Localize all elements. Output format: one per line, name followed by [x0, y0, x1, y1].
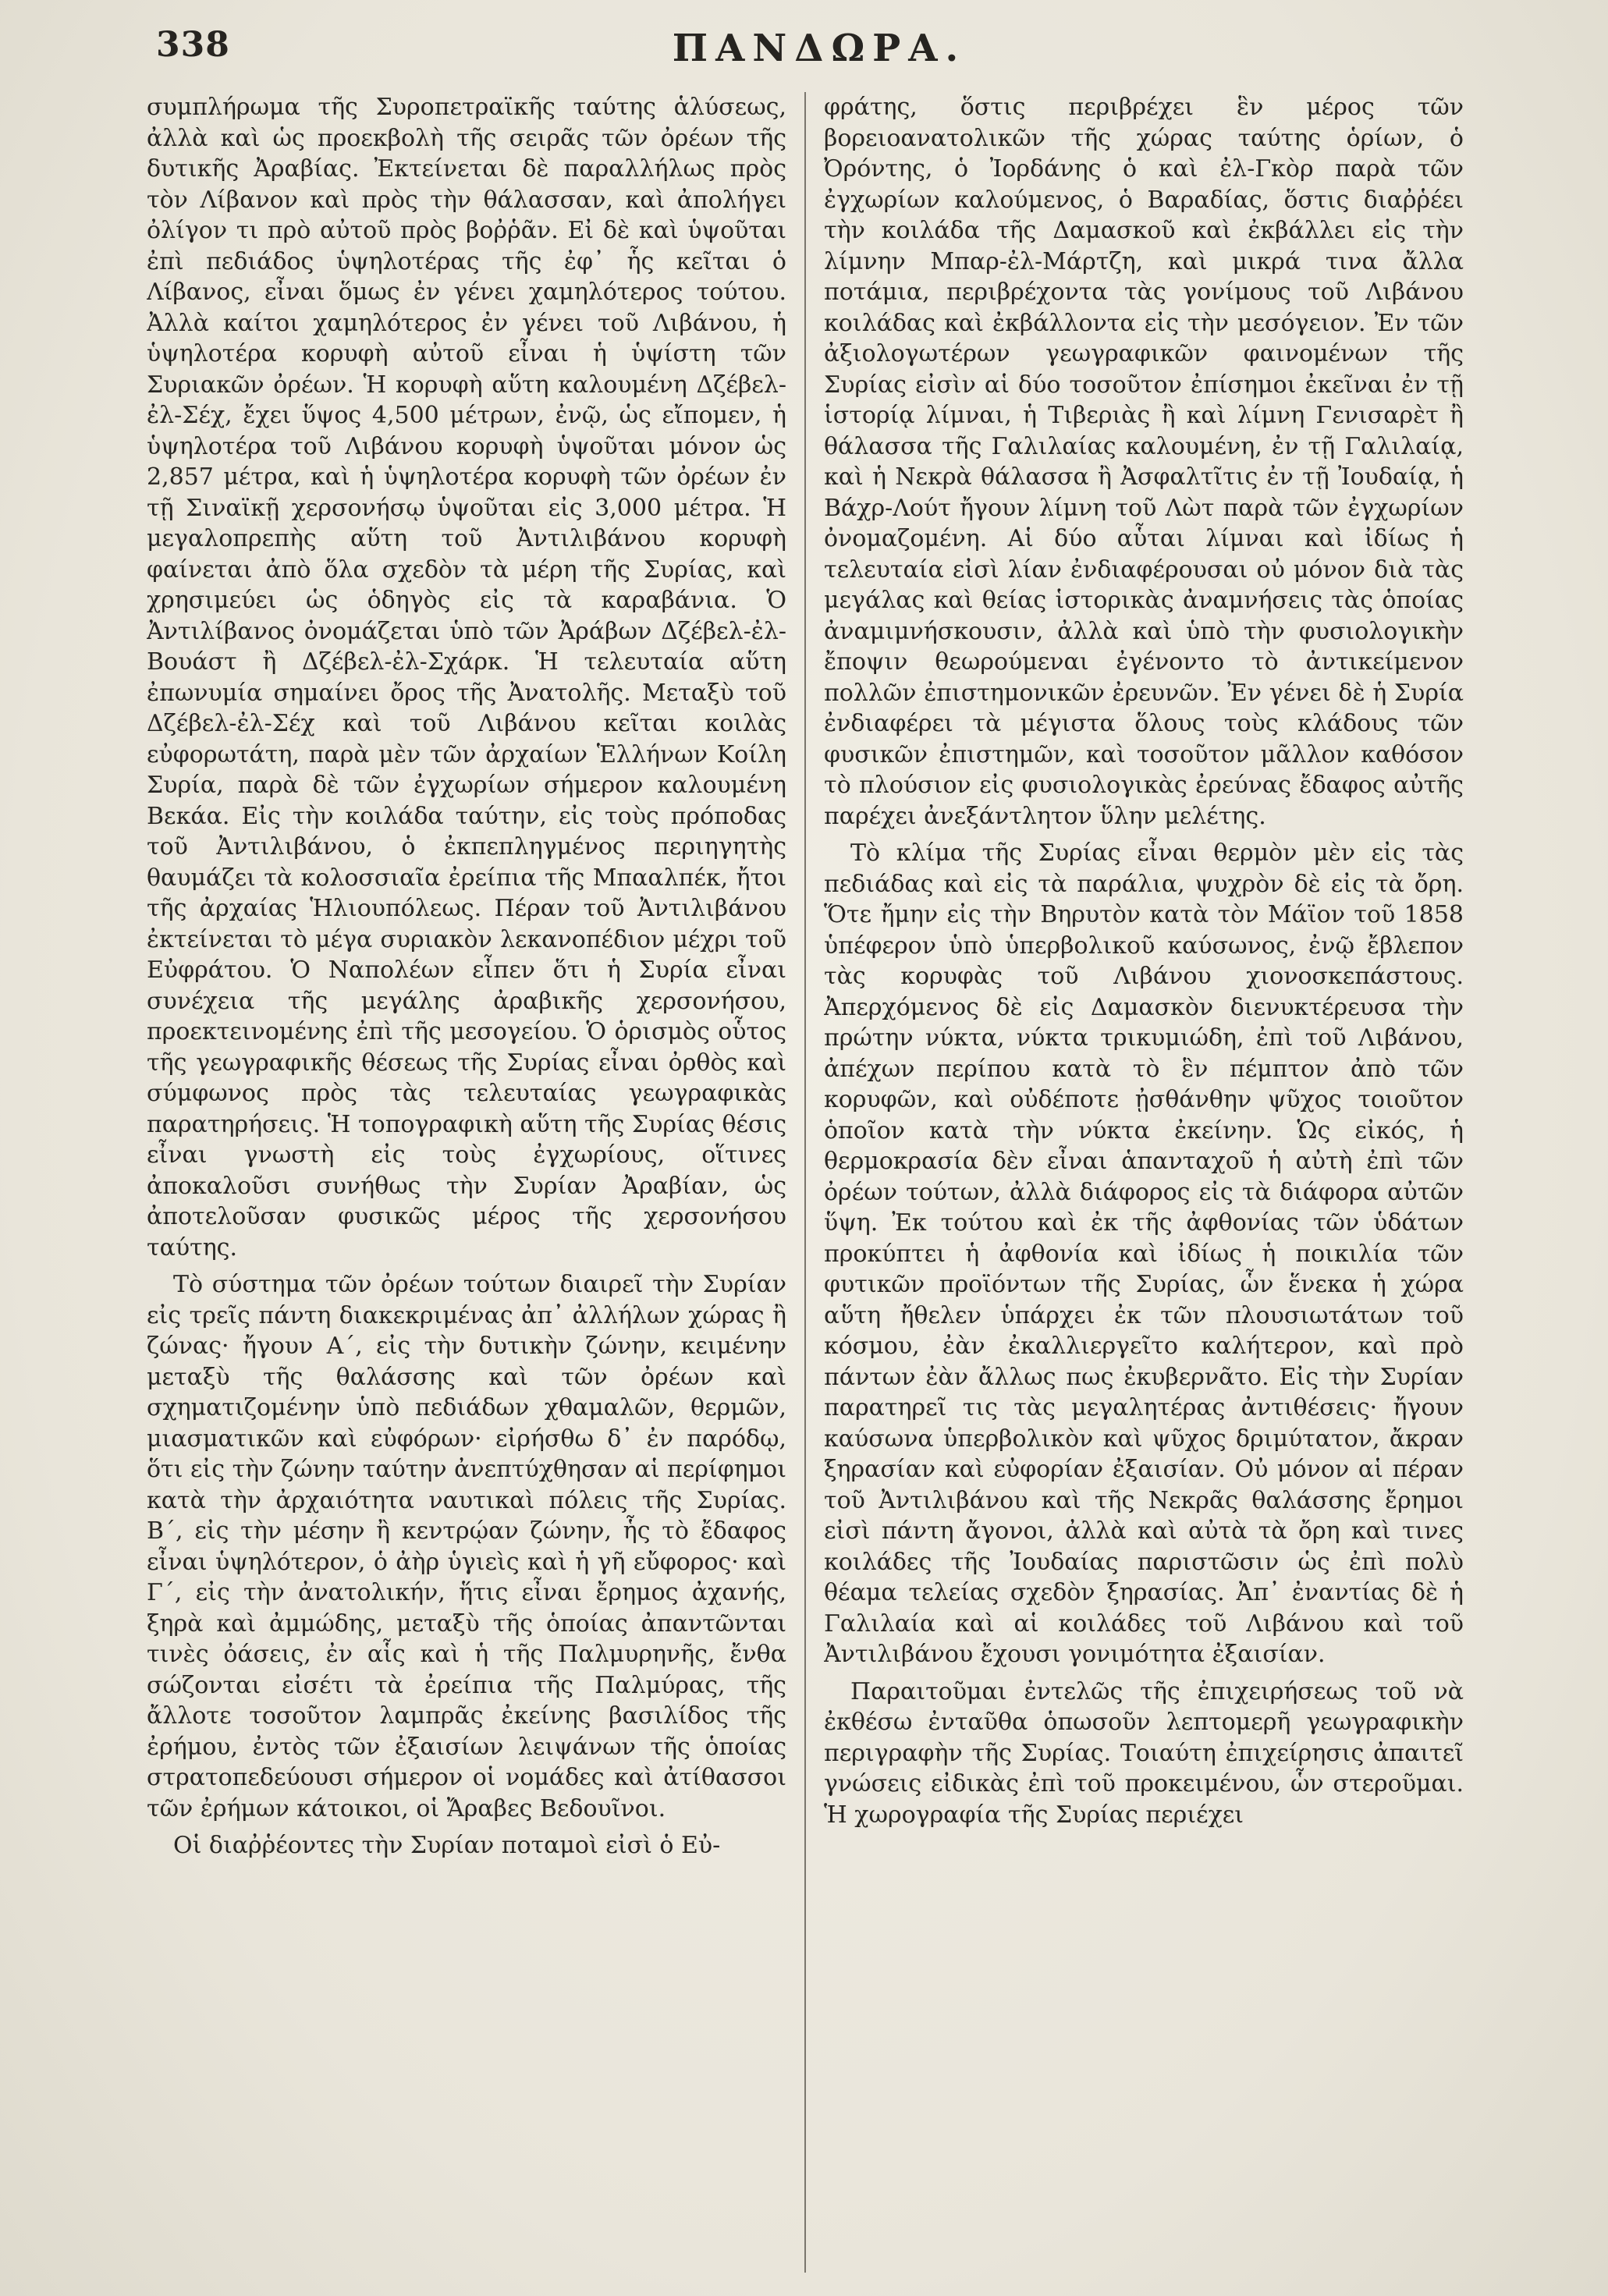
- page-header: [156, 22, 1482, 84]
- paragraph: Τὸ σύστημα τῶν ὀρέων τούτων διαιρεῖ τὴν Συρίαν εἰς τρεῖς πάντη διακεκριμένας ἀπ᾽ ἀλλήλων χώρας ἢ ζώνας· ἤγουν Α΄, εἰς τὴν δυτικὴν ζώνην, κειμένην μεταξὺ τῆς θαλάσσης καὶ τῶν ὀρέων καὶ σχηματιζομένην ὑπὸ πεδιάδων χθαμαλῶν, θερμῶν, μιασματικῶν καὶ εὐφόρων· εἰρήσθω δ᾽ ἐν παρόδῳ, ὅτι εἰς τὴν ζώνην ταύτην ἀνεπτύχθησαν αἱ περίφημοι κατὰ τὴν ἀρχαιότητα ναυτικαὶ πόλεις τῆς Συρίας. Β΄, εἰς τὴν μέσην ἢ κεντρῴαν ζώνην, ἧς τὸ ἔδαφος εἶναι ὑψηλότερον, ὁ ἀὴρ ὑγιεὶς καὶ ἡ γῆ εὔφορος· καὶ Γ΄, εἰς τὴν ἀνατολικήν, ἥτις εἶναι ἔρημος ἀχανής, ξηρὰ καὶ ἀμμώδης, μεταξὺ τῆς ὁποίας ἀπαντῶνται τινὲς ὀάσεις, ἐν αἷς καὶ ἡ τῆς Παλμυρηνῆς, ἔνθα σώζονται εἰσέτι τὰ ἐρείπια τῆς Παλμύρας, τῆς ἄλλοτε τοσοῦτον λαμπρᾶς ἐκείνης βασιλίδος τῆς ἐρήμου, ἐντὸς τῶν ἐξαισίων λειψάνων τῆς ὁποίας στρατοπεδεύουσι σήμερον οἱ νομάδες καὶ ἀτίθασσοι τῶν ἐρήμων κάτοικοι, οἱ Ἄραβες Βεδουῖνοι.: [147, 1271, 786, 1822]
- paragraph: συμπλήρωμα τῆς Συροπετραϊκῆς ταύτης ἁλύσεως, ἀλλὰ καὶ ὡς προεκβολὴ τῆς σειρᾶς τῶν ὀρέων τῆς δυτικῆς Ἀραβίας. Ἐκτείνεται δὲ παραλλήλως πρὸς τὸν Λίβανον καὶ πρὸς τὴν θάλασσαν, καὶ ἀπολήγει ὀλίγον τι πρὸ αὐτοῦ πρὸς βοῤῥᾶν. Εἰ δὲ καὶ ὑψοῦται ἐπὶ πεδιάδος ὑψηλοτέρας τῆς ἐφ᾽ ἧς κεῖται ὁ Λίβανος, εἶναι ὅμως ἐν γένει χαμηλότερος τούτου. Ἀλλὰ καίτοι χαμηλότερος ἐν γένει τοῦ Λιβάνου, ἡ ὑψηλοτέρα κορυφὴ αὐτοῦ εἶναι ἡ ὑψίστη τῶν Συριακῶν ὀρέων. Ἡ κορυφὴ αὕτη καλουμένη Δζέβελ-ἐλ-Σέχ, ἔχει ὕψος 4,500 μέτρων, ἐνῷ, ὡς εἴπομεν, ἡ ὑψηλοτέρα τοῦ Λιβάνου κορυφὴ ὑψοῦται μόνον ὡς 2,857 μέτρα, καὶ ἡ ὑψηλοτέρα κορυφὴ τῶν ὀρέων ἐν τῇ Σιναϊκῇ χερσονήσῳ ὑψοῦται εἰς 3,000 μέτρα. Ἡ μεγαλοπρεπὴς αὕτη τοῦ Ἀντιλιβάνου κορυφὴ φαίνεται ἀπὸ ὅλα σχεδὸν τὰ μέρη τῆς Συρίας, καὶ χρησιμεύει ὡς ὁδηγὸς εἰς τὰ καραβάνια. Ὁ Ἀντιλίβανος ὀνομάζεται ὑπὸ τῶν Ἀράβων Δζέβελ-ἐλ-Βουάστ ἢ Δζέβελ-ἐλ-Σχάρκ. Ἡ τελευταία αὕτη ἐπωνυμία σημαίνει ὄρος τῆς Ἀνατολῆς. Μεταξὺ τοῦ Δζέβελ-ἐλ-Σέχ καὶ τοῦ Λιβάνου κεῖται κοιλὰς εὐφορωτάτη, παρὰ μὲν τῶν ἀρχαίων Ἑλλήνων Κοίλη Συρία, παρὰ δὲ τῶν ἐγχωρίων σήμερον καλουμένη Βεκάα. Εἰς τὴν κοιλάδα ταύτην, εἰς τοὺς πρόποδας τοῦ Ἀντιλιβάνου, ὁ ἐκπεπληγμένος περιηγητὴς θαυμάζει τὰ κολοσσιαῖα ἐρείπια τῆς Μπααλπέκ, ἤτοι τῆς ἀρχαίας Ἡλιουπόλεως. Πέραν τοῦ Ἀντιλιβάνου ἐκτείνεται τὸ μέγα συριακὸν λεκανοπέδιον μέχρι τοῦ Εὐφράτου. Ὁ Ναπολέων εἶπεν ὅτι ἡ Συρία εἶναι συνέχεια τῆς μεγάλης ἀραβικῆς χερσονήσου, προεκτεινομένης ἐπὶ τῆς μεσογείου. Ὁ ὁρισμὸς οὗτος τῆς γεωγραφικῆς θέσεως τῆς Συρίας εἶναι ὀρθὸς καὶ σύμφωνος πρὸς τὰς τελευταίας γεωγραφικὰς παρατηρήσεις. Ἡ τοπογραφικὴ αὕτη τῆς Συρίας θέσις εἶναι γνωστὴ εἰς τοὺς ἐγχωρίους, οἵτινες ἀποκαλοῦσι συνήθως τὴν Συρίαν Ἀραβίαν, ὡς ἀποτελοῦσαν φυσικῶς μέρος τῆς χερσονήσου ταύτης.: [147, 94, 786, 1262]
- left-column: [147, 92, 786, 2269]
- right-column: [824, 92, 1464, 2269]
- paragraph: Οἱ διαῤῥέοντες τὴν Συρίαν ποταμοὶ εἰσὶ ὁ Εὐ-: [173, 1832, 721, 1859]
- paragraph: Παραιτοῦμαι ἐντελῶς τῆς ἐπιχειρήσεως τοῦ νὰ ἐκθέσω ἐνταῦθα ὁπωσοῦν λεπτομερῆ γεωγραφικὴν περιγραφὴν τῆς Συρίας. Τοιαύτη ἐπιχείρησις ἀπαιτεῖ γνώσεις εἰδικὰς ἐπὶ τοῦ προκειμένου, ὧν στεροῦμαι. Ἡ χωρογραφία τῆς Συρίας περιέχει: [824, 1677, 1464, 1829]
- paragraph: Τὸ κλίμα τῆς Συρίας εἶναι θερμὸν μὲν εἰς τὰς πεδιάδας καὶ εἰς τὰ παράλια, ψυχρὸν δὲ εἰς τὰ ὄρη. Ὅτε ἤμην εἰς τὴν Βηρυτὸν κατὰ τὸν Μάϊον τοῦ 1858 ὑπέφερον ὑπὸ ὑπερβολικοῦ καύσωνος, ἐνῷ ἔβλεπον τὰς κορυφὰς τοῦ Λιβάνου χιονοσκεπάστους. Ἀπερχόμενος δὲ εἰς Δαμασκὸν διενυκτέρευσα τὴν πρώτην νύκτα, νύκτα τρικυμιώδη, ἐπὶ τοῦ Λιβάνου, ἀπέχων περίπου κατὰ τὸ ἓν πέμπτον ἀπὸ τῶν κορυφῶν, καὶ οὐδέποτε ᾐσθάνθην ψῦχος τοιοῦτον ὁποῖον κατὰ τὴν νύκτα ἐκείνην. Ὡς εἰκός, ἡ θερμοκρασία δὲν εἶναι ἁπανταχοῦ ἡ αὐτὴ ἐπὶ τῶν ὀρέων τούτων, ἀλλὰ διάφορος εἰς τὰ διάφορα αὐτῶν ὕψη. Ἐκ τούτου καὶ ἐκ τῆς ἀφθονίας τῶν ὑδάτων προκύπτει ἡ ἀφθονία καὶ ἰδίως ἡ ποικιλία τῶν φυτικῶν προϊόντων τῆς Συρίας, ὧν ἕνεκα ἡ χώρα αὕτη ἤθελεν ὑπάρχει ἐκ τῶν πλουσιωτάτων τοῦ κόσμου, ἐὰν ἐκαλλιεργεῖτο καλήτερον, καὶ πρὸ πάντων ἐὰν ἄλλως πως ἐκυβερνᾶτο. Εἰς τὴν Συρίαν παρατηρεῖ τις τὰς μεγαλητέρας ἀντιθέσεις· ἤγουν καύσωνα ὑπερβολικὸν καὶ ψῦχος δριμύτατον, ἄκραν ξηρασίαν καὶ εὐφορίαν ἐξαισίαν. Οὐ μόνον αἱ πέραν τοῦ Ἀντιλιβάνου καὶ τῆς Νεκρᾶς θαλάσσης ἔρημοι εἰσὶ πάντη ἄγονοι, ἀλλὰ καὶ αὐτὰ τὰ ὄρη καὶ τινες κοιλάδες τῆς Ἰουδαίας παριστῶσιν ὡς ἐπὶ πολὺ θέαμα τελείας σχεδὸν ξηρασίας. Ἀπ᾽ ἐναντίας δὲ ἡ Γαλιλαία καὶ αἱ κοιλάδες τοῦ Λιβάνου καὶ τοῦ Ἀντιλιβάνου ἔχουσι γονιμότητα ἐξαισίαν.: [824, 839, 1464, 1668]
- page-number: 338: [156, 25, 230, 65]
- column-divider: [804, 92, 806, 2273]
- running-title: ΠΑΝΔΩΡΑ.: [672, 27, 967, 70]
- paragraph: φράτης, ὅστις περιβρέχει ἓν μέρος τῶν βορειοανατολικῶν τῆς χώρας ταύτης ὁρίων, ὁ Ὀρόντης, ὁ Ἰορδάνης ὁ καὶ ἐλ-Γκὸρ παρὰ τῶν ἐγχωρίων καλούμενος, ὁ Βαραδίας, ὅστις διαῤῥέει τὴν κοιλάδα τῆς Δαμασκοῦ καὶ ἐκβάλλει εἰς τὴν λίμνην Μπαρ-ἐλ-Μάρτζη, καὶ μικρά τινα ἄλλα ποτάμια, περιβρέχοντα τὰς γονίμους τοῦ Λιβάνου κοιλάδας καὶ ἐκβάλλοντα εἰς τὴν μεσόγειον. Ἐν τῶν ἀξιολογωτέρων γεωγραφικῶν φαινομένων τῆς Συρίας εἰσὶν αἱ δύο τοσοῦτον ἐπίσημοι ἐκεῖναι ἐν τῇ ἱστορίᾳ λίμναι, ἡ Τιβεριὰς ἢ καὶ λίμνη Γενισαρὲτ ἢ θάλασσα τῆς Γαλιλαίας καλουμένη, ἐν τῇ Γαλιλαίᾳ, καὶ ἡ Νεκρὰ θάλασσα ἢ Ἀσφαλτῖτις ἐν τῇ Ἰουδαίᾳ, ἡ Βάχρ-Λούτ ἤγουν λίμνη τοῦ Λὼτ παρὰ τῶν ἐγχωρίων ὀνομαζομένη. Αἱ δύο αὗται λίμναι καὶ ἰδίως ἡ τελευταία εἰσὶ λίαν ἐνδιαφέρουσαι οὐ μόνον διὰ τὰς μεγάλας καὶ θείας ἱστορικὰς ἀναμνήσεις τὰς ὁποίας ἀναμιμνήσκουσιν, ἀλλὰ καὶ ὑπὸ τὴν φυσιολογικὴν ἔποψιν θεωρούμεναι ἐγένοντο τὸ ἀντικείμενον πολλῶν ἐπιστημονικῶν ἐρευνῶν. Ἐν γένει δὲ ἡ Συρία ἐνδιαφέρει τὰ μέγιστα ὅλους τοὺς κλάδους τῶν φυσικῶν ἐπιστημῶν, καὶ τοσοῦτον μᾶλλον καθόσον τὸ πλούσιον εἰς φυσιολογικὰς ἐρεύνας ἔδαφος αὐτῆς παρέχει ἀνεξάντλητον ὕλην μελέτης.: [824, 94, 1464, 830]
